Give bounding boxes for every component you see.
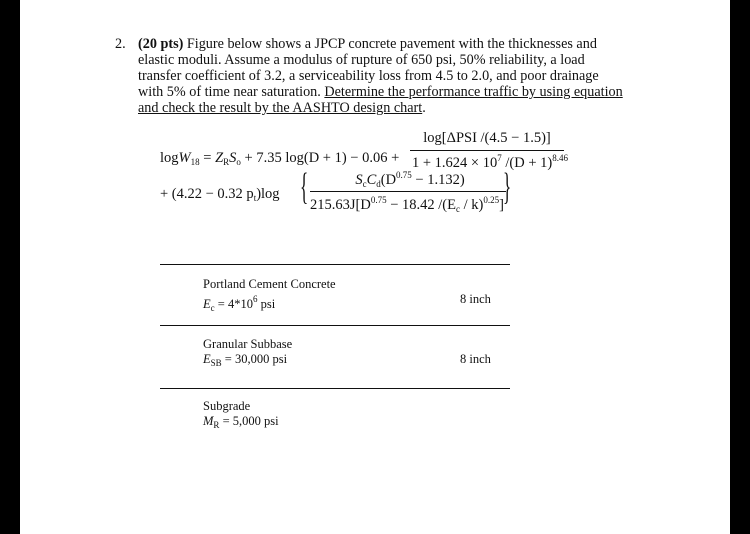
layer-pcc-thickness: 8 inch (460, 292, 491, 306)
equation-left-brace: { (300, 166, 309, 208)
eq-f2-Cd: C (366, 172, 377, 188)
equation-frac1-bar (410, 150, 564, 151)
eq-pt-sub: t (253, 193, 257, 203)
equation-right-brace: } (503, 166, 512, 208)
problem-number: 2. (115, 36, 126, 52)
equation-frac1-numerator: log[ΔPSI /(4.5 − 1.5)] (423, 130, 551, 146)
eq-f2-Sc-sub: c (362, 179, 367, 189)
pcc-mod-exp: 6 (252, 294, 258, 304)
eq-Z-sub: R (223, 157, 230, 167)
equation-frac2-denominator (310, 195, 504, 214)
eq-f2-den-exp2: 0.25 (483, 195, 500, 205)
layer-subbase-name: Granular Subbase (203, 337, 293, 351)
layer-divider-middle (160, 325, 510, 326)
eq-f2-Cd-sub: d (376, 179, 381, 189)
eq-f2-den-a: 215.63J[D (310, 197, 371, 213)
eq-f1-den-exp2: 8.46 (552, 153, 568, 163)
sb-mod-label: E (203, 352, 211, 366)
equation-line-2-lead (160, 186, 280, 203)
eq-f2-den-d: ] (499, 197, 504, 213)
layer-pcc-name: Portland Cement Concrete (203, 277, 336, 291)
eq-l2-lead: + (4.22 − 0.32 p (160, 186, 254, 202)
problem-line-1-text: Figure below shows a JPCP concrete pavement with the thicknesses and (183, 36, 597, 52)
equation-line-1-lhs (160, 150, 399, 167)
eq-equals: = (199, 150, 216, 166)
pcc-mod-label: E (203, 297, 211, 311)
layer-subgrade-name: Subgrade (203, 399, 251, 413)
pcc-mod-sub: c (210, 303, 215, 313)
eq-f2-num-d: − 1.132) (411, 172, 465, 188)
eq-f2-num-exp: 0.75 (396, 170, 412, 180)
eq-S: S (229, 150, 237, 166)
sb-mod-value: = 30,000 psi (221, 352, 288, 366)
layer-divider-top (160, 264, 510, 265)
sg-mod-value: = 5,000 psi (219, 414, 279, 428)
equation-frac2-numerator (312, 170, 508, 189)
sg-mod-sub: R (213, 420, 220, 430)
eq-f1-den-a: 1 + 1.624 × 10 (412, 155, 498, 171)
pcc-mod-unit: psi (257, 297, 276, 311)
eq-f2-den-b: − 18.42 /(E (386, 197, 456, 213)
eq-f2-Sc: S (355, 172, 363, 188)
eq-f1-den-exp: 7 (497, 153, 502, 163)
pcc-mod-value: = 4*10 (214, 297, 253, 311)
eq-f2-num-c: (D (380, 172, 397, 188)
problem-task-underlined-2: and check the result by the AASHTO design chart (138, 100, 423, 116)
document-page (20, 0, 730, 534)
layer-divider-bottom (160, 388, 510, 389)
problem-task-underlined-1: Determine the performance traffic by using equation (324, 84, 623, 100)
problem-line-4-text: with 5% of time near saturation. (138, 84, 325, 100)
equation-frac2-bar (310, 191, 506, 192)
eq-f2-den-c: / k) (459, 197, 484, 213)
layer-subbase-modulus (203, 352, 287, 371)
eq-f1-den-b: /(D + 1) (501, 155, 553, 171)
layer-subgrade-modulus (203, 414, 279, 433)
layer-subbase-thickness: 8 inch (460, 352, 491, 366)
sb-mod-sub: SB (210, 358, 222, 368)
problem-line-1 (138, 36, 597, 52)
problem-line-2: elastic moduli. Assume a modulus of rupture of 650 psi, 50% reliability, a load (138, 52, 585, 68)
eq-f2-den-sub: c (455, 204, 460, 214)
sg-mod-label: M (203, 414, 214, 428)
eq-W: W (178, 150, 191, 166)
problem-line-4 (138, 84, 623, 100)
eq-term2: + 7.35 log(D + 1) − 0.06 + (240, 150, 400, 166)
problem-line-5 (138, 100, 426, 116)
eq-l2-log: )log (256, 186, 280, 202)
eq-S-sub: o (236, 157, 241, 167)
layer-pcc-modulus (203, 292, 275, 316)
problem-points: (20 pts) (138, 36, 184, 52)
eq-Z: Z (215, 150, 224, 166)
eq-f2-den-exp: 0.75 (370, 195, 387, 205)
eq-W-sub: 18 (190, 157, 200, 167)
eq-log: log (160, 150, 179, 166)
problem-line-3: transfer coefficient of 3.2, a serviceability loss from 4.5 to 2.0, and poor drainage (138, 68, 599, 84)
problem-line-5-end: . (422, 100, 426, 116)
